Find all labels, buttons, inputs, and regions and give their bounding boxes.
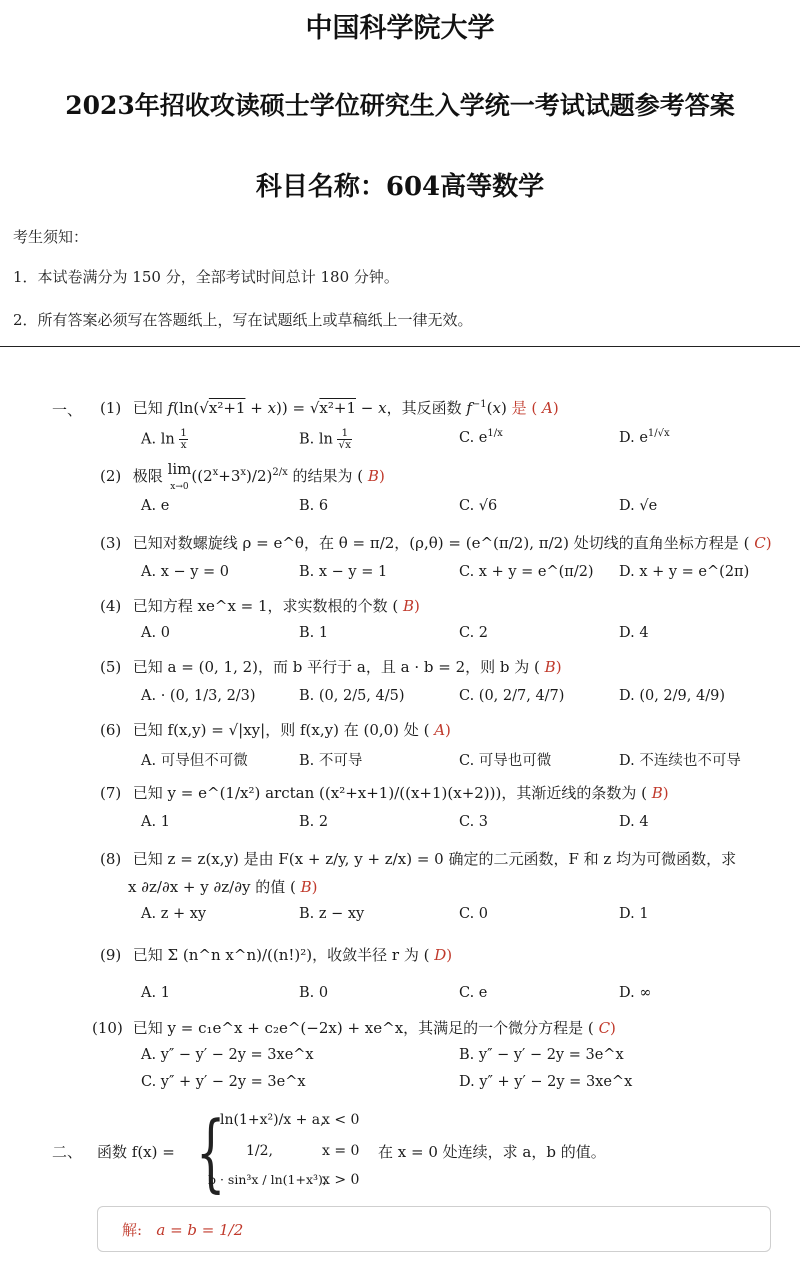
- section-1-label: 一、: [52, 401, 83, 419]
- question-number: (7): [100, 784, 122, 802]
- piecewise-tail: 在 x = 0 处连续，求 a，b 的值。: [378, 1143, 606, 1161]
- note-item-1: 1．本试卷满分为 150 分，全部考试时间总计 180 分钟。: [13, 268, 399, 286]
- option-b: B. 1: [299, 625, 329, 641]
- question-stem: x ∂z/∂x + y ∂z/∂y 的值 (: [128, 878, 296, 896]
- question-10: (10) 已知 y = c₁e^x + c₂e^(−2x) + xe^x，其满足的一个微分方程是 ( C): [92, 1019, 616, 1037]
- option-a: A. y″ − y′ − 2y = 3xe^x: [141, 1047, 314, 1063]
- solution-value: a = b = 1/2: [156, 1221, 244, 1239]
- option-b: B. 不可导: [299, 753, 363, 769]
- question-stem: ，其反函数: [386, 399, 467, 417]
- question-number: (4): [100, 597, 122, 615]
- question-3: (3) 已知对数螺旋线 ρ = e^θ，在 θ = π/2，(ρ,θ) = (e^(π/2), π/2) 处切线的直角坐标方程是 ( C): [100, 534, 772, 552]
- option-a: A. ln $\frac{1}{x}$: [141, 427, 187, 452]
- option-b: B. x − y = 1: [299, 564, 388, 580]
- option-b: B. z − xy: [299, 906, 365, 922]
- option-a: A. 1: [141, 985, 170, 1001]
- question-6: (6) 已知 f(x,y) = √|xy|，则 f(x,y) 在 (0,0) 处 ( A): [100, 721, 451, 739]
- answer-choice: B: [367, 467, 379, 485]
- school-name: 中国科学院大学: [305, 13, 495, 44]
- question-stem: 已知: [132, 399, 168, 417]
- divider-line: [0, 346, 800, 347]
- question-stem: 的结果为 (: [287, 467, 364, 485]
- question-stem: 已知 y = c₁e^x + c₂e^(−2x) + xe^x，其满足的一个微分方程是 (: [132, 1019, 594, 1037]
- left-brace: {: [196, 1103, 226, 1201]
- option-d: D. (0, 2/9, 4/9): [619, 688, 725, 704]
- option-d: D. 1: [619, 906, 649, 922]
- option-c: C. e: [459, 985, 488, 1001]
- question-number: (5): [100, 658, 122, 676]
- question-number: (3): [100, 534, 122, 552]
- option-d: D. 4: [619, 625, 649, 641]
- answer-choice: C: [754, 534, 766, 552]
- option-b: B. y″ − y′ − 2y = 3e^x: [459, 1047, 624, 1063]
- option-b: B. 6: [299, 498, 329, 514]
- question-stem: 已知对数螺旋线 ρ = e^θ，在 θ = π/2，(ρ,θ) = (e^(π/2), π/2) 处切线的直角坐标方程是 (: [132, 534, 750, 552]
- option-c: C. 可导也可微: [459, 753, 552, 769]
- option-a: A. · (0, 1/3, 2/3): [141, 688, 256, 704]
- question-stem: 已知 a = (0, 1, 2)，而 b 平行于 a，且 a · b = 2，则 b 为 (: [132, 658, 540, 676]
- option-d: D. $e^{1/√x}$: [619, 428, 670, 446]
- piece-3-cond: x > 0: [322, 1172, 360, 1188]
- solution-box: [97, 1206, 771, 1252]
- piece-1-cond: x < 0: [322, 1112, 360, 1128]
- option-c: C. 3: [459, 814, 489, 830]
- piece-3-expr: b · sin³x / ln(1+x³),: [208, 1172, 327, 1187]
- question-number: (9): [100, 946, 122, 964]
- option-a: A. 0: [141, 625, 170, 641]
- option-c: C. x + y = e^(π/2): [459, 564, 594, 580]
- option-a: A. 可导但不可微: [141, 753, 248, 769]
- option-c: C. (0, 2/7, 4/7): [459, 688, 565, 704]
- piece-2-cond: x = 0: [322, 1143, 360, 1159]
- answer-choice: A: [434, 721, 446, 739]
- answer-choice: D: [434, 946, 447, 964]
- note-item-2: 2．所有答案必须写在答题纸上，写在试题纸上或草稿纸上一律无效。: [13, 311, 473, 329]
- question-5: (5) 已知 a = (0, 1, 2)，而 b 平行于 a，且 a · b = 2，则 b 为 ( B): [100, 658, 562, 676]
- option-d: D. x + y = e^(2π): [619, 564, 750, 580]
- question-7: (7) 已知 y = e^(1/x²) arctan ((x²+x+1)/((x+1)(x+2)))，其渐近线的条数为 ( B): [100, 784, 669, 802]
- question-number: (1): [100, 399, 122, 417]
- option-c: C. 2: [459, 625, 489, 641]
- option-b: B. 2: [299, 814, 329, 830]
- piece-1-expr: ln(1+x²)/x + a,: [220, 1112, 325, 1128]
- question-2: (2) 极限 lim $x\to 0((2^x+3^x)/2)^{2/x}$ 的结果为 ( B): [100, 460, 385, 492]
- subject-title: 科目名称：604高等数学: [255, 172, 545, 202]
- question-9: (9) 已知 Σ (n^n x^n)/((n!)²)，收敛半径 r 为 ( D): [100, 946, 453, 964]
- option-c: C. √6: [459, 498, 498, 514]
- question-number: (10): [92, 1019, 123, 1037]
- solution-label: 解:: [122, 1221, 143, 1239]
- option-c: C. y″ + y′ − 2y = 3e^x: [141, 1074, 306, 1090]
- question-8-cont: x ∂z/∂x + y ∂z/∂y 的值 ( B): [128, 878, 318, 896]
- option-d: D. y″ + y′ − 2y = 3xe^x: [459, 1074, 633, 1090]
- section-2-label: 二、: [52, 1143, 83, 1161]
- question-stem: 是 (: [506, 399, 538, 417]
- option-d: D. ∞: [619, 985, 652, 1001]
- question-number: (2): [100, 467, 122, 485]
- question-stem: 已知方程 xe^x = 1，求实数根的个数 (: [132, 597, 399, 615]
- option-a: A. e: [141, 498, 170, 514]
- question-stem: 极限: [132, 467, 168, 485]
- piecewise-lead: 函数 f(x) =: [97, 1143, 175, 1161]
- question-8: [100, 848, 736, 869]
- question-number: (6): [100, 721, 122, 739]
- option-b: B. (0, 2/5, 4/5): [299, 688, 405, 704]
- answer-choice: B: [402, 597, 414, 615]
- question-stem: 已知 z = z(x,y) 是由 F(x + z/y, y + z/x) = 0 确定的二元函数，F 和 z 均为可微函数，求: [132, 850, 737, 868]
- option-d: D. √e: [619, 498, 658, 514]
- question-1: (1) 已知 f(ln(√x²+1 + x)) = √x²+1 − x，其反函数 $f^{-1}(x)$ 是 ( A): [100, 399, 559, 417]
- option-b: B. ln $\frac{1}{√x}$: [299, 427, 352, 452]
- answer-choice: B: [300, 878, 312, 896]
- option-c: C. 0: [459, 906, 489, 922]
- option-a: A. x − y = 0: [141, 564, 230, 580]
- option-c: C. $e^{1/x}$: [459, 428, 503, 446]
- option-d: D. 4: [619, 814, 649, 830]
- question-stem: 已知 y = e^(1/x²) arctan ((x²+x+1)/((x+1)(x+2)))，其渐近线的条数为 (: [132, 784, 647, 802]
- notes-heading: 考生须知：: [13, 228, 89, 246]
- answer-choice: C: [598, 1019, 611, 1037]
- exam-title: 2023年招收攻读硕士学位研究生入学统一考试试题参考答案: [65, 91, 735, 120]
- question-number: (8): [100, 850, 122, 868]
- option-a: A. z + xy: [141, 906, 207, 922]
- question-4: (4) 已知方程 xe^x = 1，求实数根的个数 ( B): [100, 597, 420, 615]
- answer-choice: A: [542, 399, 553, 417]
- answer-choice: B: [651, 784, 663, 802]
- option-d: D. 不连续也不可导: [619, 753, 741, 769]
- piece-2-expr: 1/2,: [246, 1143, 273, 1159]
- option-a: A. 1: [141, 814, 170, 830]
- question-stem: 已知 Σ (n^n x^n)/((n!)²)，收敛半径 r 为 (: [132, 946, 430, 964]
- solution-text: [122, 1219, 243, 1240]
- option-b: B. 0: [299, 985, 329, 1001]
- answer-choice: B: [544, 658, 556, 676]
- question-stem: 已知 f(x,y) = √|xy|，则 f(x,y) 在 (0,0) 处 (: [132, 721, 430, 739]
